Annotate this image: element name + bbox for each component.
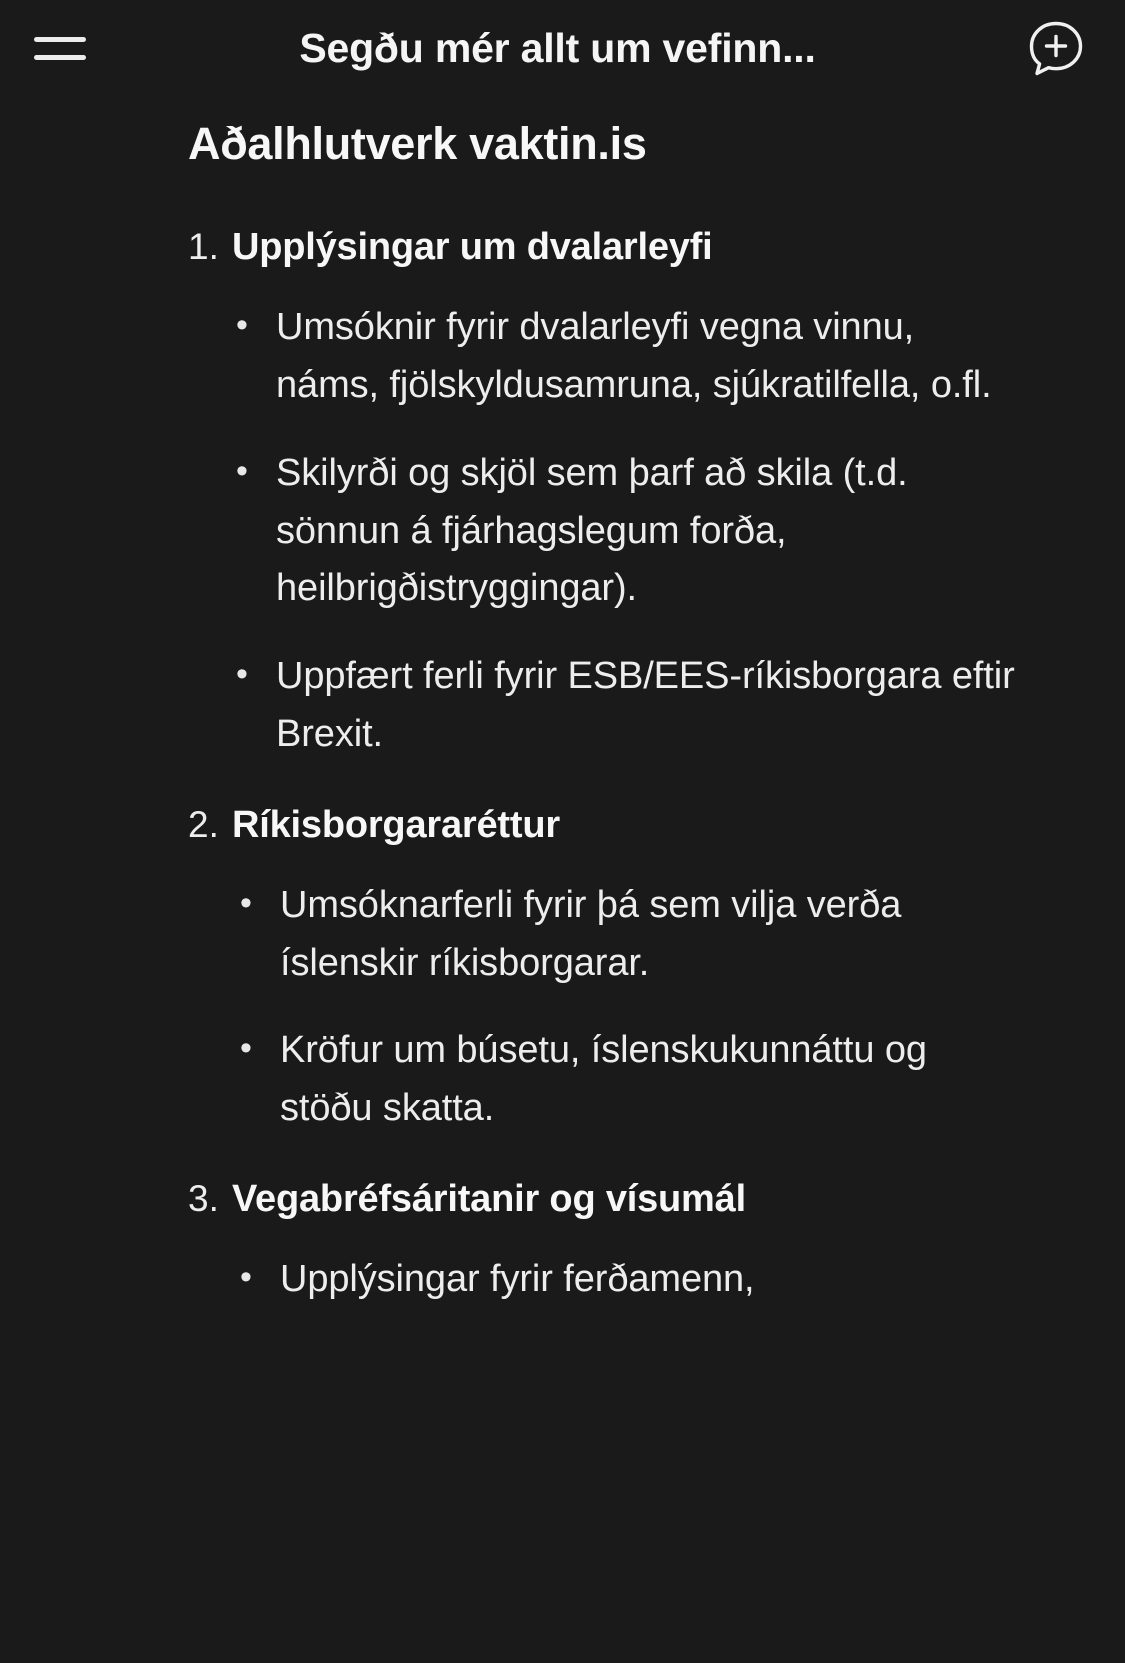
list-item (40, 445, 1085, 618)
section-number: 2. (188, 803, 219, 845)
list-item (40, 800, 1085, 1138)
sub-bullet-list (40, 877, 1085, 1138)
bullet-icon: • (236, 306, 248, 345)
bullet-icon: • (240, 1029, 252, 1068)
conversation-title: Segðu mér allt um vefinn... (299, 24, 816, 71)
sub-bullet-list (40, 1251, 1085, 1309)
list-item (40, 877, 1085, 993)
bullet-icon: • (240, 883, 252, 922)
section-number: 1. (188, 226, 219, 267)
section-number: 3. (188, 1177, 219, 1219)
bullet-text: Kröfur um búsetu, íslenskukunnáttu og stöðu skatta. (280, 1029, 927, 1130)
section-header (40, 800, 1085, 851)
bullet-icon: • (240, 1258, 252, 1297)
list-item (40, 1022, 1085, 1138)
section-label: Vegabréfsáritanir og vísumál (232, 1177, 746, 1220)
bullet-text: Uppfært ferli fyrir ESB/EES-ríkisborgara eftir Brexit. (276, 655, 1015, 755)
list-item (40, 299, 1085, 415)
bullet-text: Umsóknir fyrir dvalarleyfi vegna vinnu, náms, fjölskyldusamruna, sjúkratilfella, o.fl. (276, 306, 992, 407)
section-header (40, 222, 1085, 273)
new-chat-plus-icon[interactable] (1023, 15, 1089, 81)
page-title: Aðalhlutverk vaktin.is (188, 118, 647, 169)
hamburger-line (34, 55, 86, 60)
section-header (40, 1174, 1085, 1225)
message-content (0, 118, 1125, 1309)
list-item (40, 1251, 1085, 1309)
bullet-text: Skilyrði og skjöl sem þarf að skila (t.d. sönnun á fjárhagslegum forða, heilbrigðistryggingar). (276, 451, 908, 610)
bullet-icon: • (236, 655, 248, 694)
bullet-text: Umsóknarferli fyrir þá sem vilja verða íslenskir ríkisborgarar. (280, 883, 902, 984)
top-bar (0, 0, 1125, 96)
list-item (40, 648, 1085, 764)
numbered-list (40, 222, 1085, 1309)
list-item (40, 222, 1085, 764)
list-item (40, 1174, 1085, 1309)
new-chat-svg (1024, 16, 1088, 80)
hamburger-line (34, 37, 86, 42)
section-label: Upplýsingar um dvalarleyfi (232, 226, 713, 268)
bullet-icon: • (236, 451, 248, 490)
section-label: Ríkisborgararéttur (232, 803, 560, 846)
hamburger-menu-icon[interactable] (34, 16, 98, 80)
sub-bullet-list (40, 299, 1085, 763)
bullet-text: Upplýsingar fyrir ferðamenn, (280, 1258, 755, 1301)
